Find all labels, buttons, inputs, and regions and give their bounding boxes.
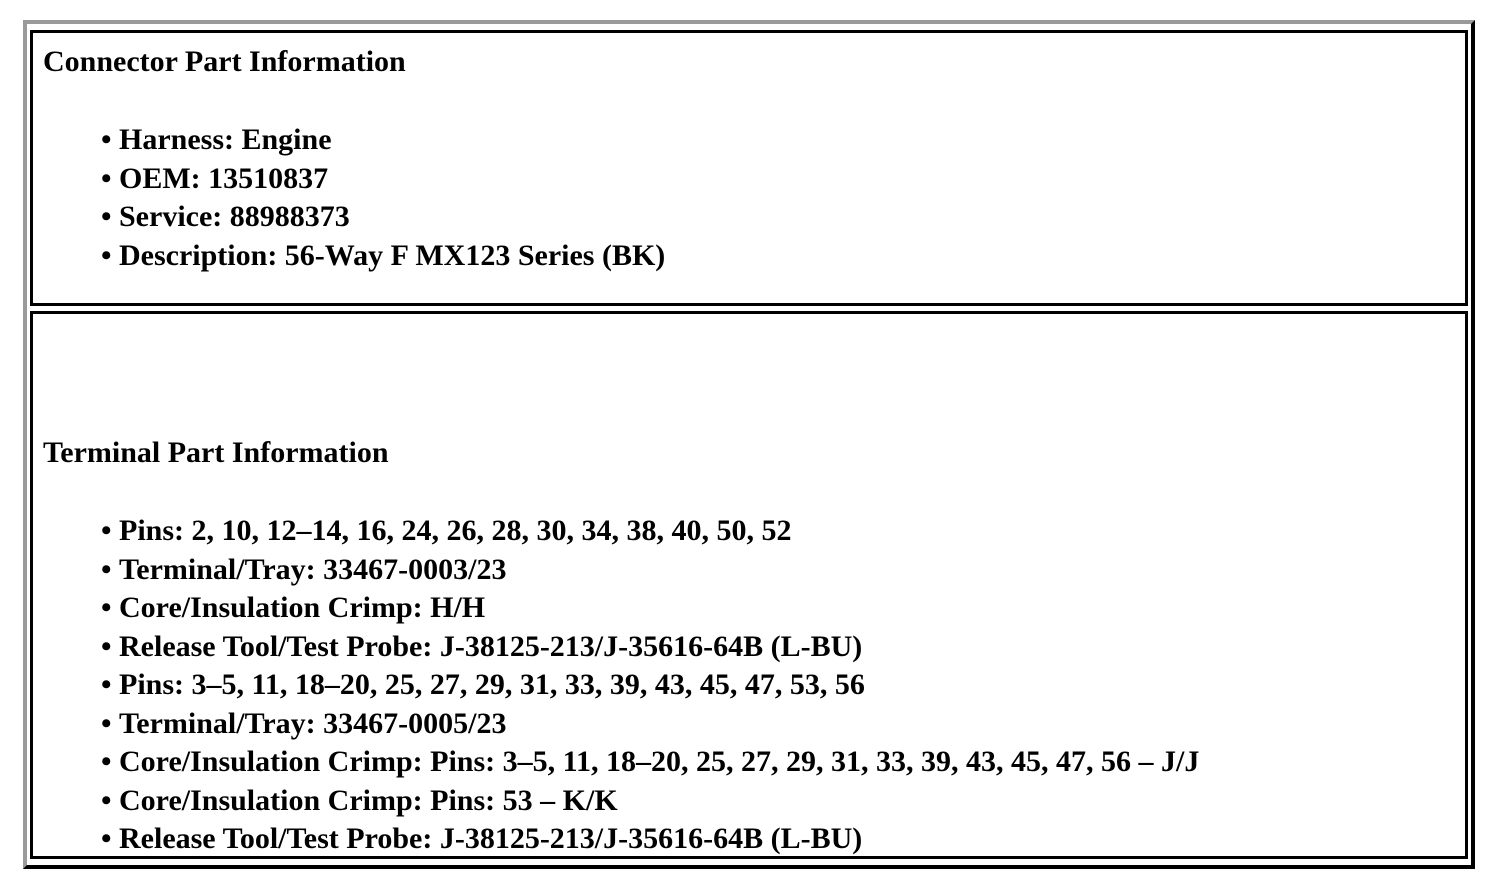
bullet-icon: • xyxy=(101,822,112,855)
terminal-item: Pins: 2, 10, 12–14, 16, 24, 26, 28, 30, 34, 38, 40, 50, 52 xyxy=(119,514,792,547)
connector-description: Description: 56-Way F MX123 Series (BK) xyxy=(119,238,666,272)
list-item xyxy=(101,237,665,276)
connector-service: Service: 88988373 xyxy=(119,200,350,233)
bullet-icon: • xyxy=(101,783,112,817)
connector-info-cell xyxy=(30,30,1468,306)
bullet-icon: • xyxy=(101,200,112,233)
terminal-item: Core/Insulation Crimp: Pins: 53 – K/K xyxy=(119,783,618,817)
terminal-item: Release Tool/Test Probe: J-38125-213/J-35616-64B (L-BU) xyxy=(119,822,863,855)
list-item xyxy=(101,705,1199,744)
list-item xyxy=(101,628,1199,667)
terminal-heading: Terminal Part Information xyxy=(43,436,389,469)
list-item xyxy=(101,160,665,199)
list-item xyxy=(101,551,1199,590)
bullet-icon: • xyxy=(101,161,112,195)
bullet-icon: • xyxy=(101,552,112,586)
connector-oem: OEM: 13510837 xyxy=(119,161,329,195)
terminal-item: Pins: 3–5, 11, 18–20, 25, 27, 29, 31, 33, 39, 43, 45, 47, 53, 56 xyxy=(119,668,865,701)
terminal-item: Terminal/Tray: 33467-0005/23 xyxy=(119,706,507,740)
list-item xyxy=(101,782,1199,821)
list-item xyxy=(101,743,1199,782)
terminal-item: Core/Insulation Crimp: Pins: 3–5, 11, 18–20, 25, 27, 29, 31, 33, 39, 43, 45, 47, 56 – J/J xyxy=(119,745,1200,778)
bullet-icon: • xyxy=(101,123,112,156)
bullet-icon: • xyxy=(101,591,112,624)
bullet-icon: • xyxy=(101,745,112,778)
bullet-icon: • xyxy=(101,706,112,740)
list-item xyxy=(101,198,665,237)
terminal-item: Release Tool/Test Probe: J-38125-213/J-35616-64B (L-BU) xyxy=(119,629,863,663)
list-item xyxy=(101,820,1199,859)
terminal-info-cell xyxy=(30,311,1468,859)
terminal-item: Core/Insulation Crimp: H/H xyxy=(119,591,486,624)
list-item xyxy=(101,121,665,160)
terminal-item: Terminal/Tray: 33467-0003/23 xyxy=(119,552,507,586)
connector-heading: Connector Part Information xyxy=(43,45,406,78)
connector-harness: Harness: Engine xyxy=(119,123,332,156)
bullet-icon: • xyxy=(101,668,112,701)
terminal-list xyxy=(101,512,1199,859)
info-table xyxy=(23,20,1475,869)
list-item xyxy=(101,589,1199,628)
bullet-icon: • xyxy=(101,629,112,663)
list-item xyxy=(101,666,1199,705)
bullet-icon: • xyxy=(101,238,112,272)
list-item xyxy=(101,512,1199,551)
connector-list xyxy=(101,121,665,275)
bullet-icon: • xyxy=(101,514,112,547)
